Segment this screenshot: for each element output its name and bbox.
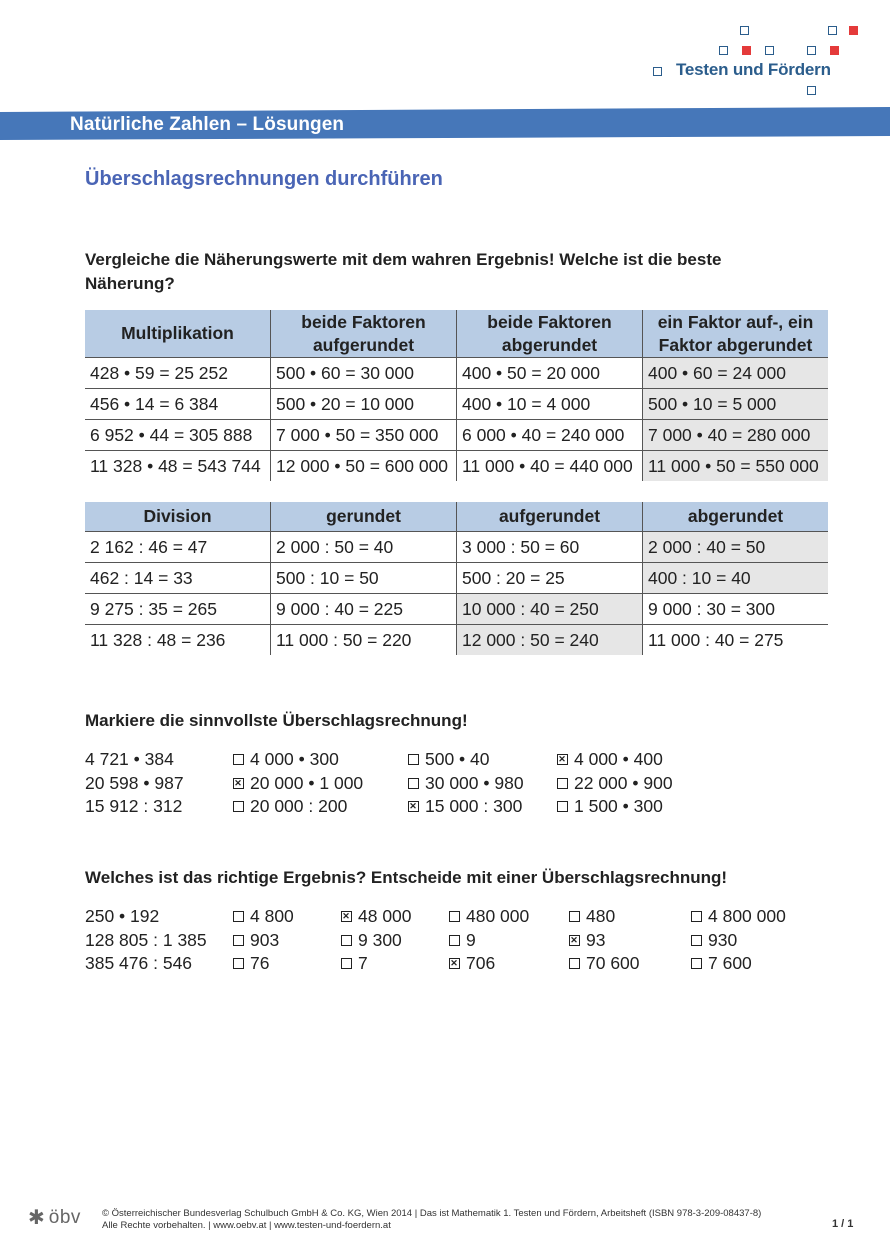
checkbox-icon[interactable] xyxy=(691,958,702,969)
option-label: 500 • 40 xyxy=(425,749,490,769)
column-header: beide Faktoren aufgerundet xyxy=(271,310,457,358)
option-label: 30 000 • 980 xyxy=(425,772,524,793)
option-label: 4 000 • 400 xyxy=(574,749,663,769)
estimate-cell: 3 000 : 50 = 60 xyxy=(457,532,643,563)
table-row xyxy=(85,594,828,625)
exact-result-cell: 2 162 : 46 = 47 xyxy=(85,532,271,563)
task-instruction-3: Welches ist das richtige Ergebnis? Entscheide mit einer Überschlagsrechnung! xyxy=(85,868,728,887)
estimate-cell: 500 • 60 = 30 000 xyxy=(271,358,457,389)
option-label: 930 xyxy=(708,929,738,950)
column-header: beide Faktoren abgerundet xyxy=(457,310,643,358)
table-row xyxy=(85,420,828,451)
checkbox-icon[interactable] xyxy=(691,911,702,922)
checkbox-icon[interactable] xyxy=(408,778,419,789)
choice-option[interactable] xyxy=(341,930,402,951)
logo-square-icon xyxy=(807,46,816,55)
footer-line: Alle Rechte vorbehalten. | www.oebv.at | www.testen-und-foerdern.at xyxy=(102,1220,391,1231)
choice-option[interactable] xyxy=(449,953,495,974)
choice-option[interactable] xyxy=(449,930,476,951)
best-estimate-cell: 400 • 60 = 24 000 xyxy=(643,358,829,389)
estimate-cell: 9 000 : 30 = 300 xyxy=(643,594,829,625)
estimate-cell: 400 • 10 = 4 000 xyxy=(457,389,643,420)
best-estimate-cell: 400 : 10 = 40 xyxy=(643,563,829,594)
choice-option[interactable] xyxy=(233,953,269,974)
logo-square-icon xyxy=(719,46,728,55)
instruction-line: Vergleiche die Näherungswerte mit dem wahren Ergebnis! Welche ist die beste xyxy=(85,250,722,269)
option-label: 480 xyxy=(586,906,616,926)
division-table xyxy=(85,502,828,655)
option-label: 22 000 • 900 xyxy=(574,772,673,793)
checkbox-icon[interactable] xyxy=(233,958,244,969)
choice-option[interactable] xyxy=(557,773,673,794)
option-label: 4 000 • 300 xyxy=(250,749,339,769)
option-label: 1 500 • 300 xyxy=(574,796,663,816)
best-estimate-cell: 500 • 10 = 5 000 xyxy=(643,389,829,420)
estimate-cell: 9 000 : 40 = 225 xyxy=(271,594,457,625)
option-label: 903 xyxy=(250,929,280,950)
column-header: Multiplikation xyxy=(85,310,271,358)
logo-square-icon xyxy=(740,26,749,35)
choice-option[interactable] xyxy=(341,906,412,927)
problem-label: 385 476 : 546 xyxy=(85,953,193,973)
option-label: 70 600 xyxy=(586,953,640,973)
option-label: 4 800 000 xyxy=(708,906,786,926)
column-header: abgerundet xyxy=(643,502,829,532)
option-label: 706 xyxy=(466,953,496,973)
checkbox-icon[interactable] xyxy=(233,911,244,922)
best-estimate-cell: 2 000 : 40 = 50 xyxy=(643,532,829,563)
checkbox-checked-icon[interactable] xyxy=(408,801,419,812)
column-header: gerundet xyxy=(271,502,457,532)
option-label: 93 xyxy=(586,929,606,950)
problem-label: 15 912 : 312 xyxy=(85,796,183,816)
best-estimate-cell: 7 000 • 40 = 280 000 xyxy=(643,420,829,451)
oebv-wordmark: öbv xyxy=(48,1207,81,1228)
option-label: 15 000 : 300 xyxy=(425,796,523,816)
problem-label: 4 721 • 384 xyxy=(85,749,174,769)
option-label: 7 xyxy=(358,953,368,973)
option-label: 76 xyxy=(250,953,270,973)
option-label: 20 000 • 1 000 xyxy=(250,772,364,793)
checkbox-icon[interactable] xyxy=(449,935,460,946)
estimate-cell: 11 000 • 40 = 440 000 xyxy=(457,451,643,482)
option-label: 480 000 xyxy=(466,906,530,926)
option-label: 48 000 xyxy=(358,906,412,926)
logo-square-icon xyxy=(765,46,774,55)
estimate-cell: 400 • 50 = 20 000 xyxy=(457,358,643,389)
multiplication-table xyxy=(85,310,828,481)
task-instruction-2: Markiere die sinnvollste Überschlagsrechnung! xyxy=(85,711,468,730)
estimate-cell: 12 000 • 50 = 600 000 xyxy=(271,451,457,482)
option-label: 7 600 xyxy=(708,953,752,973)
checkbox-icon[interactable] xyxy=(233,754,244,765)
checkbox-icon[interactable] xyxy=(557,801,568,812)
option-label: 9 xyxy=(466,929,476,950)
choice-option[interactable] xyxy=(233,796,347,817)
choice-option[interactable] xyxy=(569,930,605,951)
column-header: aufgerundet xyxy=(457,502,643,532)
exact-result-cell: 456 • 14 = 6 384 xyxy=(85,389,271,420)
problem-label: 128 805 : 1 385 xyxy=(85,929,207,950)
instruction-line: Näherung? xyxy=(85,274,175,293)
oebv-logo xyxy=(28,1207,81,1229)
footer-copyright xyxy=(102,1208,761,1232)
table-header-row xyxy=(85,502,828,532)
exact-result-cell: 11 328 • 48 = 543 744 xyxy=(85,451,271,482)
checkbox-icon[interactable] xyxy=(341,958,352,969)
choice-option[interactable] xyxy=(691,953,752,974)
column-header: Division xyxy=(85,502,271,532)
checkbox-icon[interactable] xyxy=(233,935,244,946)
checkbox-checked-icon[interactable] xyxy=(569,935,580,946)
checkbox-icon[interactable] xyxy=(691,935,702,946)
checkbox-icon[interactable] xyxy=(408,754,419,765)
checkbox-icon[interactable] xyxy=(449,911,460,922)
checkbox-checked-icon[interactable] xyxy=(557,754,568,765)
choice-option[interactable] xyxy=(341,953,368,974)
estimate-cell: 500 : 20 = 25 xyxy=(457,563,643,594)
table-row xyxy=(85,451,828,482)
logo-square-icon xyxy=(807,86,816,95)
choice-option[interactable] xyxy=(408,773,524,794)
footer-line: © Österreichischer Bundesverlag Schulbuch GmbH & Co. KG, Wien 2014 | Das ist Mathematik 1. Testen und Fördern, Arbeitsheft (ISBN 978-3-209-08437-8) xyxy=(102,1208,762,1219)
choice-option[interactable] xyxy=(449,906,529,927)
checkbox-checked-icon[interactable] xyxy=(449,958,460,969)
estimate-cell: 11 000 : 40 = 275 xyxy=(643,625,829,656)
logo-square-icon xyxy=(653,67,662,76)
checkbox-icon[interactable] xyxy=(557,778,568,789)
choice-option[interactable] xyxy=(233,773,363,794)
problem-label: 20 598 • 987 xyxy=(85,772,184,793)
choice-option[interactable] xyxy=(569,953,640,974)
estimate-cell: 500 : 10 = 50 xyxy=(271,563,457,594)
choice-option[interactable] xyxy=(233,749,339,770)
column-header: ein Faktor auf-, ein Faktor abgerundet xyxy=(643,310,829,358)
best-estimate-cell: 12 000 : 50 = 240 xyxy=(457,625,643,656)
section-heading: Überschlagsrechnungen durchführen xyxy=(85,168,443,190)
choice-option[interactable] xyxy=(691,906,786,927)
page-number: 1 / 1 xyxy=(832,1218,854,1230)
estimate-cell: 11 000 : 50 = 220 xyxy=(271,625,457,656)
estimate-cell: 2 000 : 50 = 40 xyxy=(271,532,457,563)
task-instruction-1 xyxy=(85,248,721,296)
checkbox-checked-icon[interactable] xyxy=(233,778,244,789)
table-row xyxy=(85,389,828,420)
table-row xyxy=(85,358,828,389)
testen-und-foerdern-logo xyxy=(648,20,878,100)
choice-option[interactable] xyxy=(557,749,663,770)
table-row xyxy=(85,563,828,594)
best-estimate-cell: 11 000 • 50 = 550 000 xyxy=(643,451,829,482)
checkbox-icon[interactable] xyxy=(569,958,580,969)
checkbox-icon[interactable] xyxy=(341,935,352,946)
table-header-row xyxy=(85,310,828,358)
logo-square-icon xyxy=(828,26,837,35)
checkbox-checked-icon[interactable] xyxy=(341,911,352,922)
option-label: 9 300 xyxy=(358,929,402,950)
option-label: 20 000 : 200 xyxy=(250,796,348,816)
exact-result-cell: 6 952 • 44 = 305 888 xyxy=(85,420,271,451)
checkbox-icon[interactable] xyxy=(233,801,244,812)
estimate-cell: 6 000 • 40 = 240 000 xyxy=(457,420,643,451)
logo-text: Testen und Fördern xyxy=(676,60,831,79)
problem-label: 250 • 192 xyxy=(85,906,160,926)
estimate-cell: 500 • 20 = 10 000 xyxy=(271,389,457,420)
checkbox-icon[interactable] xyxy=(569,911,580,922)
exact-result-cell: 462 : 14 = 33 xyxy=(85,563,271,594)
exact-result-cell: 9 275 : 35 = 265 xyxy=(85,594,271,625)
choice-option[interactable] xyxy=(557,796,663,817)
choice-option[interactable] xyxy=(408,749,490,770)
exact-result-cell: 428 • 59 = 25 252 xyxy=(85,358,271,389)
table-row xyxy=(85,532,828,563)
logo-square-red-icon xyxy=(849,26,858,35)
estimate-cell: 7 000 • 50 = 350 000 xyxy=(271,420,457,451)
page-title: Natürliche Zahlen – Lösungen xyxy=(70,114,345,135)
choice-option[interactable] xyxy=(569,906,615,927)
table-row xyxy=(85,625,828,656)
logo-square-red-icon xyxy=(742,46,751,55)
logo-square-red-icon xyxy=(830,46,839,55)
best-estimate-cell: 10 000 : 40 = 250 xyxy=(457,594,643,625)
choice-option[interactable] xyxy=(233,930,279,951)
choice-option[interactable] xyxy=(408,796,522,817)
choice-option[interactable] xyxy=(691,930,737,951)
exact-result-cell: 11 328 : 48 = 236 xyxy=(85,625,271,656)
option-label: 4 800 xyxy=(250,906,294,926)
oebv-star-icon: ✱ xyxy=(28,1207,45,1229)
choice-option[interactable] xyxy=(233,906,294,927)
